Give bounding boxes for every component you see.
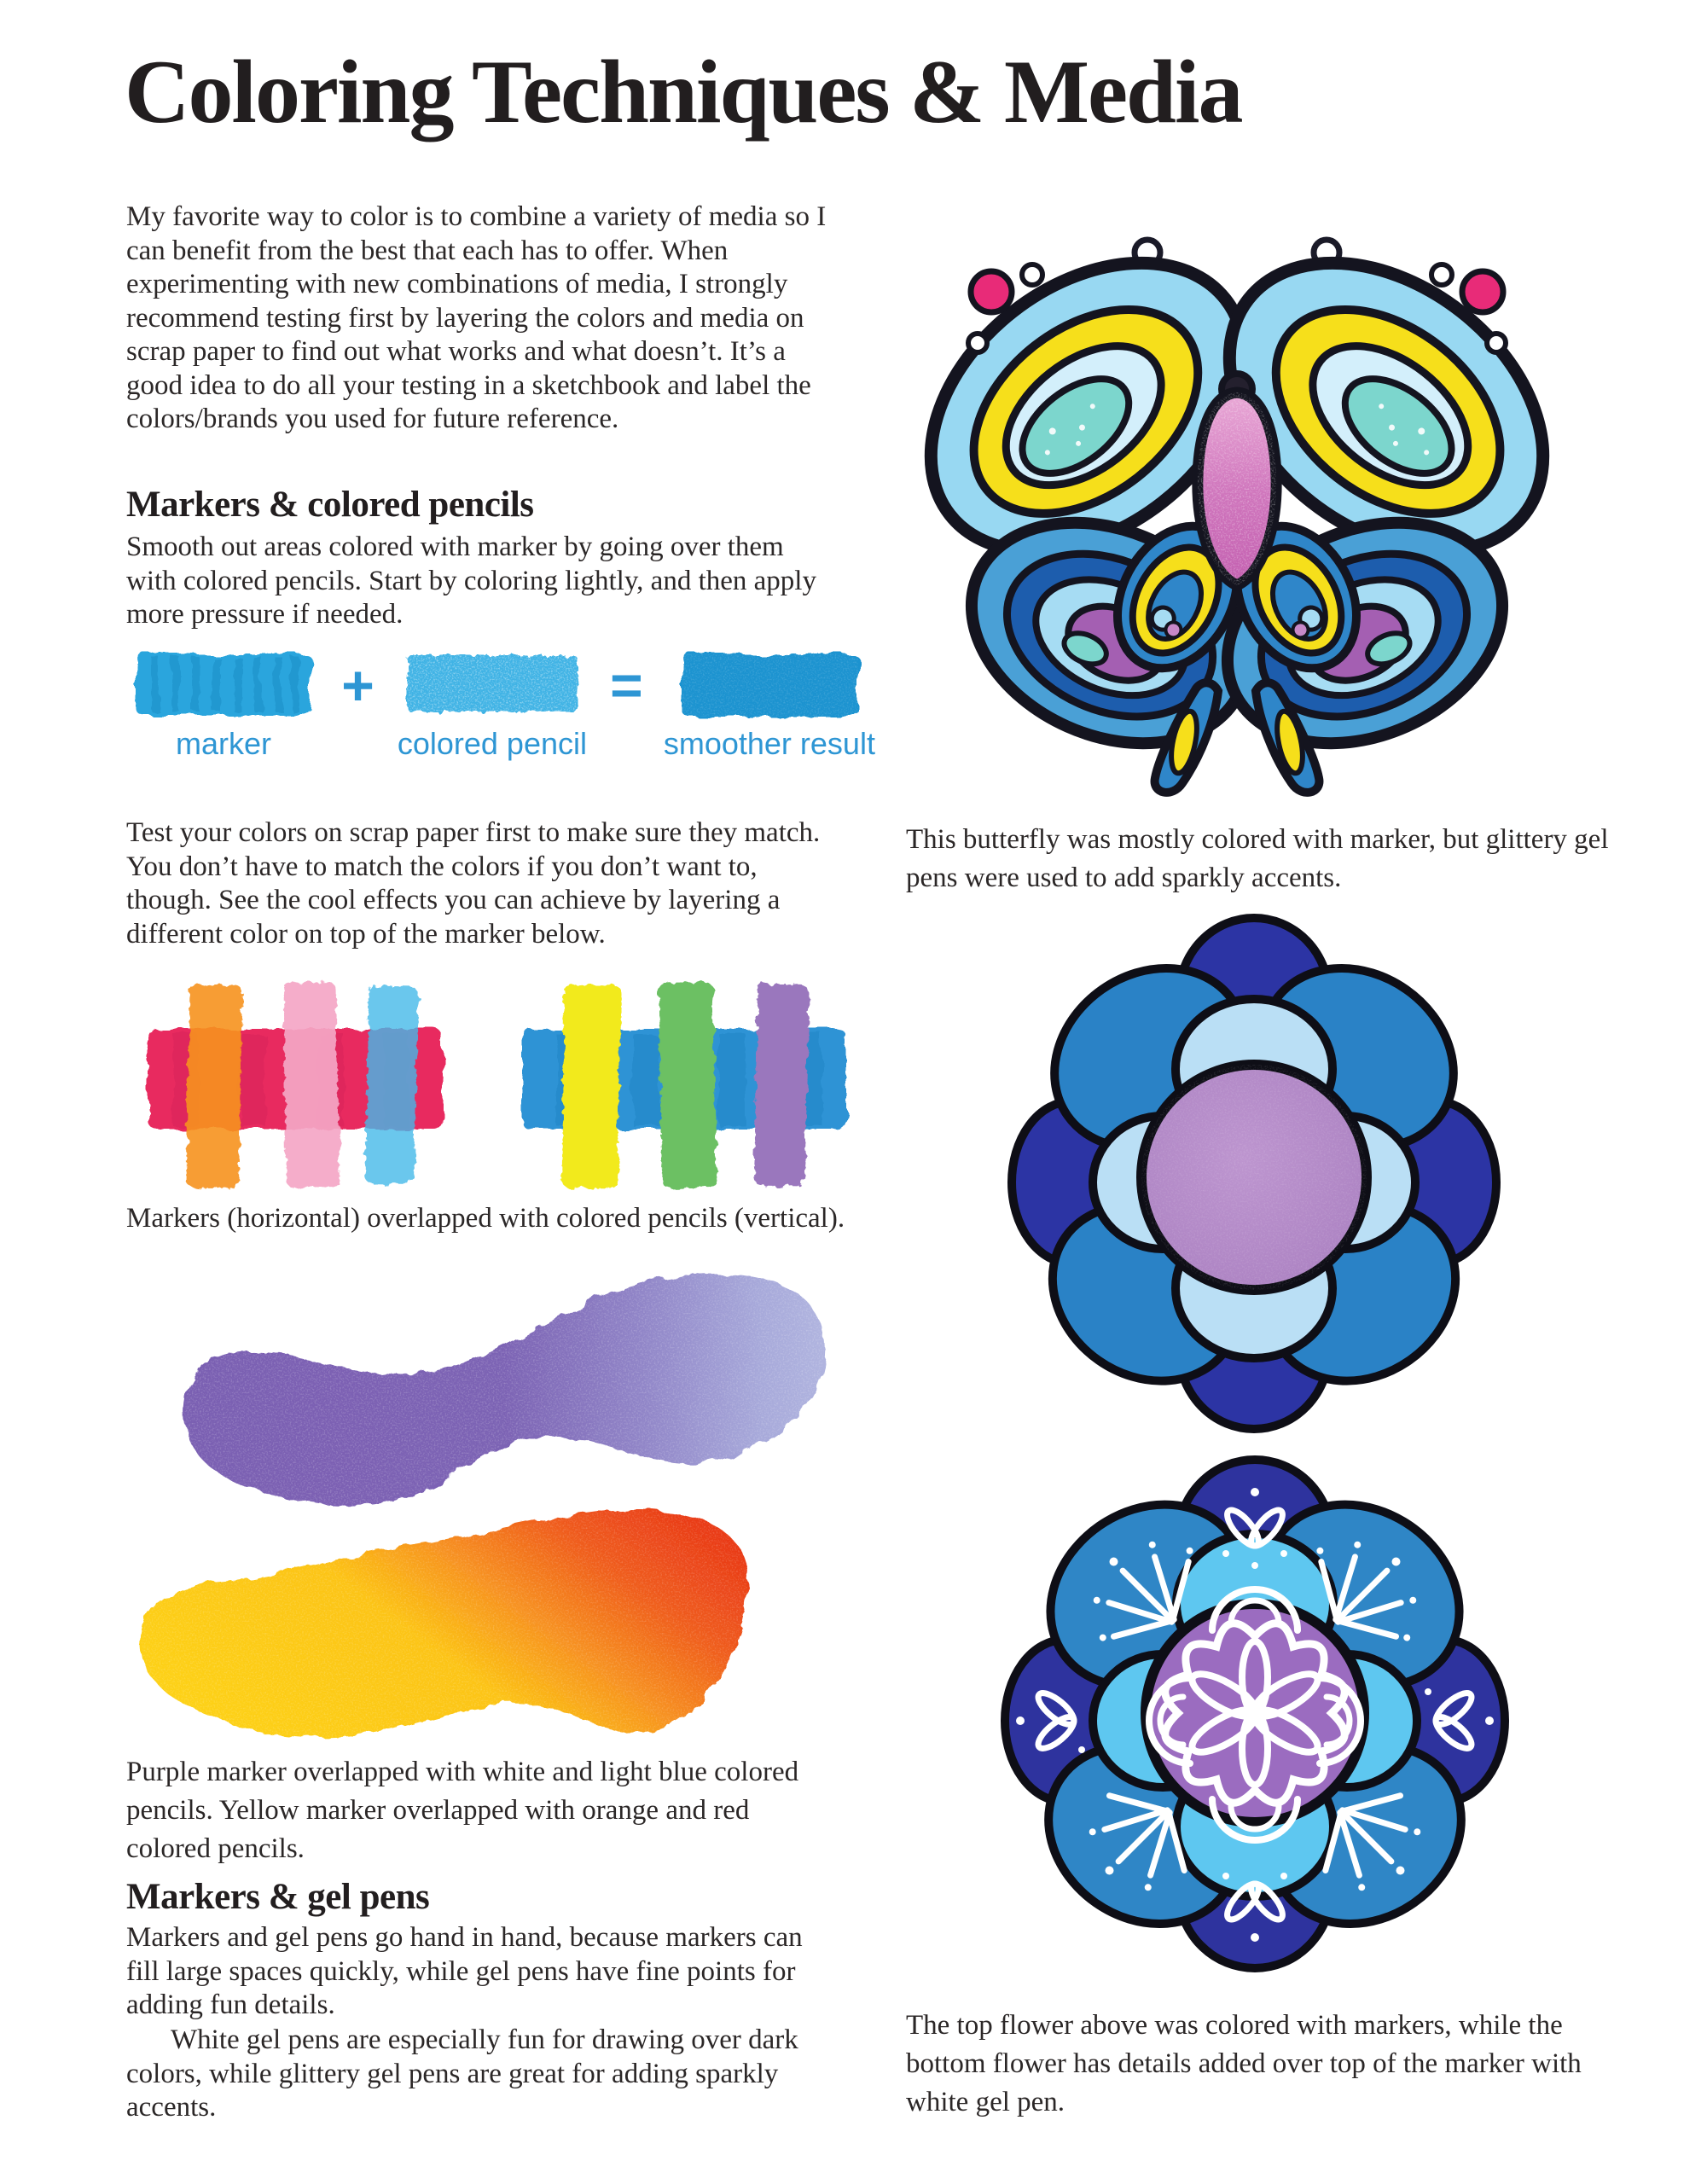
marker-label: marker — [175, 726, 271, 761]
page-title: Coloring Techniques & Media — [125, 42, 1242, 142]
gelpens-paragraph-1: Markers and gel pens go hand in hand, because markers can fill large spaces quickly, while gel pens have fine points for adding fun details. — [126, 1922, 803, 2020]
intro-paragraph: My favorite way to color is to combine a variety of media so I can benefit from the best that each has to offer. When experimenting with new combinations of media, I strongly recommend testing first by layering the colors and media on scrap paper to find out what works and what doesn’t. It’s a good idea to do all your testing in a sketchbook and label the colors/brands you used for future reference. — [126, 201, 827, 434]
butterfly-illustration — [896, 189, 1646, 812]
blue-marker-overlap-group — [522, 982, 846, 1188]
marker-pencil-overlap-illustration — [126, 978, 877, 1198]
flower-gelpen-illustration — [998, 1455, 1514, 1975]
markers-pencils-paragraph: Smooth out areas colored with marker by going over them with colored pencils. Start by coloring lightly, and then apply more pressure if needed. — [126, 531, 816, 630]
waves-caption: Purple marker overlapped with white and light blue colored pencils. Yellow marker overlapped with orange and red colored pencils. — [126, 1757, 799, 1864]
marker-pencil-equation-diagram — [126, 645, 875, 761]
wing-pink-dot — [971, 271, 1012, 312]
plus-operator: + — [341, 653, 374, 717]
wave-swatches-illustration — [102, 1256, 862, 1768]
colored-pencil-column — [395, 645, 589, 761]
flowers-caption: The top flower above was colored with markers, while the bottom flower has details added over top of the marker with white gel pen. — [906, 2010, 1582, 2117]
yellow-wave-swatch — [142, 1509, 747, 1737]
overlap-caption: Markers (horizontal) overlapped with colored pencils (vertical). — [126, 1203, 845, 1234]
section-heading-markers-pencils: Markers & colored pencils — [126, 485, 534, 525]
wing-white-dot — [968, 334, 987, 352]
gelpens-paragraph-2: White gel pens are especially fun for drawing over dark colors, while glittery gel pens are great for adding sparkly accents. — [126, 2024, 798, 2123]
section-heading-markers-gelpens: Markers & gel pens — [126, 1877, 430, 1917]
result-column — [664, 645, 875, 761]
colored-pencil-label: colored pencil — [397, 726, 587, 761]
wing-white-dot — [1022, 264, 1042, 285]
test-colors-paragraph: Test your colors on scrap paper first to make sure they match. You don’t have to match the colors if you don’t want to, though. See the cool effects you can achieve by layering a different color on top of the marker below. — [126, 817, 821, 950]
butterfly-caption: This butterfly was mostly colored with marker, but glittery gel pens were used to add sparkly accents. — [906, 824, 1609, 893]
red-marker-overlap-group — [148, 982, 443, 1188]
marker-column — [126, 645, 321, 761]
colored-pencil-swatch-illustration — [395, 645, 589, 725]
marker-swatch-illustration — [126, 645, 321, 725]
smoother-result-label: smoother result — [663, 726, 875, 761]
flower-marker-illustration — [1005, 911, 1504, 1436]
equals-operator: = — [610, 653, 643, 717]
smoother-result-swatch-illustration — [672, 645, 867, 725]
